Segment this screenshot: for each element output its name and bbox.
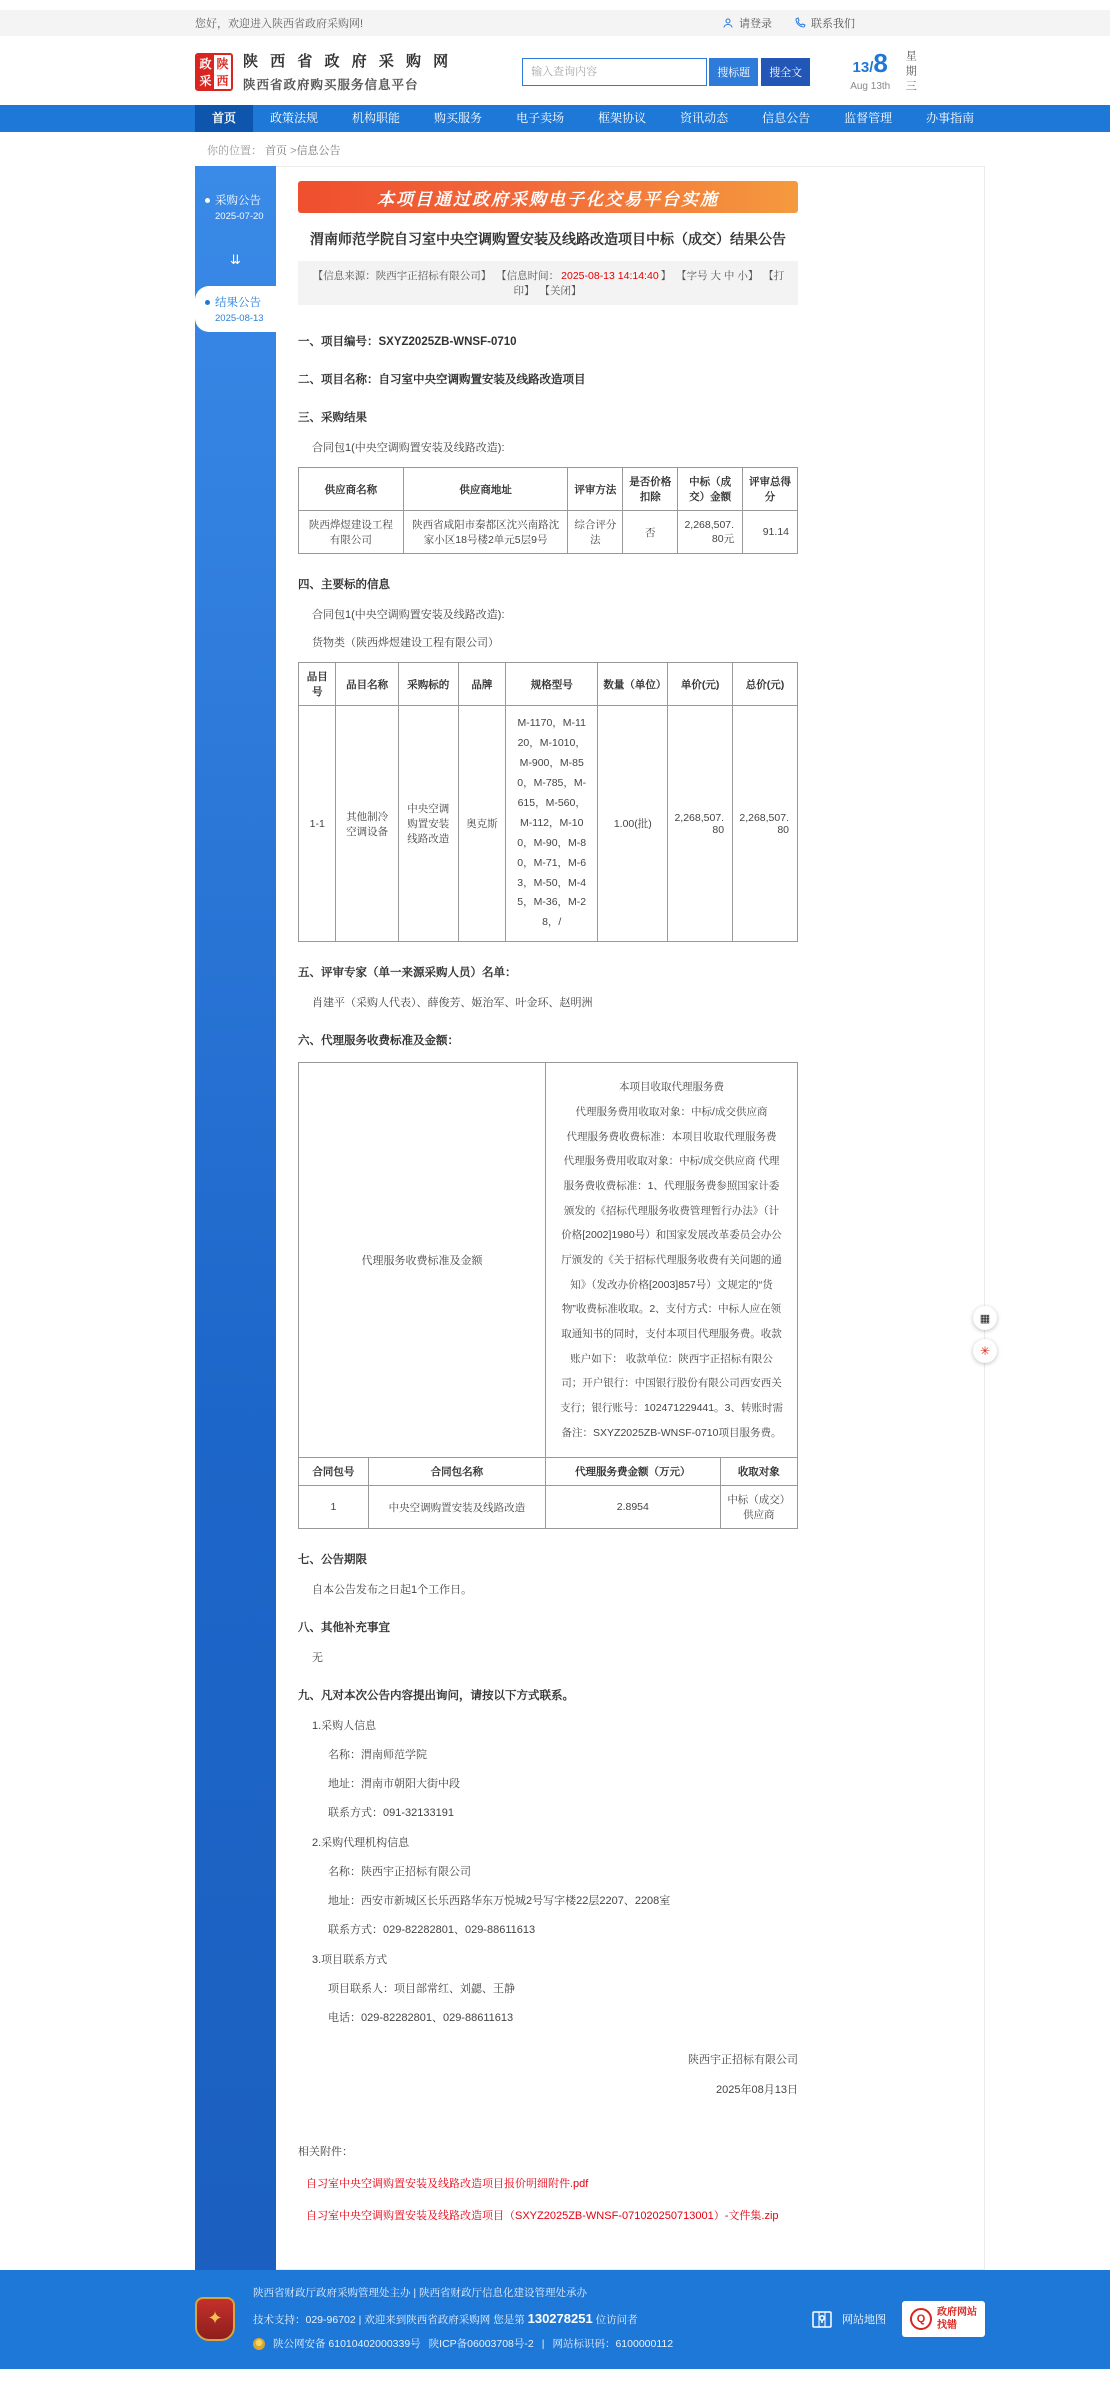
col-supplier-name: 供应商名称	[299, 468, 404, 511]
buyer-info-title: 1.采购人信息	[312, 1720, 377, 1733]
col-package-name: 合同包名称	[368, 1458, 545, 1486]
other-matters-body: 无	[312, 1652, 323, 1665]
nav-item-news[interactable]: 资讯动态	[680, 111, 729, 125]
section-other-matters: 八、其他补充事宜	[298, 1622, 390, 1635]
nav-item-framework[interactable]: 框架协议	[598, 111, 647, 125]
weekday-label: 星期三	[904, 50, 917, 95]
cell-award-amount: 2,268,507.80元	[678, 511, 743, 554]
nav-item-emall[interactable]: 电子卖场	[516, 111, 565, 125]
table-row	[299, 706, 798, 942]
cell-supplier-address: 陕西省咸阳市秦都区沈兴南路沈家小区18号楼2单元5层9号	[403, 511, 568, 554]
cell-quantity: 1.00(批)	[598, 706, 668, 942]
col-spec-model: 规格型号	[506, 663, 598, 706]
nav-item-supervision[interactable]: 监督管理	[844, 111, 893, 125]
float-button-top[interactable]	[973, 1306, 997, 1330]
footer-beian-line	[253, 2333, 673, 2356]
sitemap-link[interactable]	[810, 2307, 886, 2331]
agent-name: 名称：陕西宇正招标有限公司	[328, 1866, 471, 1879]
cell-item-no: 1-1	[299, 706, 336, 942]
cell-procurement-subject: 中央空调购置安装线路改造	[398, 706, 458, 942]
footer-support-prefix: 技术支持：029-96702 | 欢迎来到陕西省政府采购网 您是第	[253, 2313, 528, 2326]
search-title-button[interactable]: 搜标题	[709, 58, 758, 86]
expert-names: 肖建平（采购人代表）、薛俊芳、姬治军、叶金环、赵明洲	[312, 997, 593, 1010]
nav-item-purchase-service[interactable]: 购买服务	[434, 111, 483, 125]
agent-address: 地址：西安市新城区长乐西路华东万悦城2号写字楼22层2207、2208室	[328, 1895, 671, 1908]
col-package-no: 合同包号	[299, 1458, 369, 1486]
logo-char: 西	[214, 72, 231, 89]
logo-char: 陕	[214, 55, 231, 72]
magnifier-icon: Q	[910, 2308, 932, 2330]
buyer-name: 名称：渭南师范学院	[328, 1749, 427, 1762]
table-header-row	[299, 468, 798, 511]
fee-line-3: 代理服务费收费标准：本项目收取代理服务费 代理服务费用收取对象：中标/成交供应商 代理服务费收费标准：1、代理服务费参照国家计委颁发的《招标代理服务收费管理暂行办法》（计价格[2002]1980号）和国家发展改革委员会办公厅颁发的《关于招标代理服务收费有关问题的通知》（发改办价格[2003]857号）文规定的“货物”收费标准收取。2、支付方式：中标人应在领取通知书的同时，支付本项目代理服务费。收款账户如下： 收款单位：陕西宇正招标有限公司；开户银行：中国银行股份有限公司西安西关支行；银行账号：102471229441。3、转账时需备注：SXYZ2025ZB-WNSF-0710项目服务费。	[560, 1130, 783, 1439]
col-item-name: 品目名称	[336, 663, 398, 706]
double-down-arrow-icon: ⇊	[230, 252, 241, 267]
col-award-amount: 中标（成交）金额	[678, 468, 743, 511]
breadcrumb-current: 信息公告	[296, 145, 341, 157]
sidebar-item-date: 2025-07-20	[215, 211, 264, 222]
col-supplier-address: 供应商地址	[403, 468, 568, 511]
cell-fee-amount: 2.8954	[546, 1486, 721, 1529]
sidebar-item-label: 采购公告	[215, 195, 261, 207]
agent-info-title: 2.采购代理机构信息	[312, 1837, 410, 1850]
date-english: Aug 13th	[850, 81, 891, 92]
cell-spec-model: M-1170，M-1120，M-1010，M-900，M-850，M-785，M-615，M-560，M-112，M-100，M-90，M-80，M-71，M-63，M-50，M-45，M-36，M-28，/	[506, 706, 598, 942]
police-badge-icon	[253, 2338, 265, 2350]
section-main-subject-info: 四、主要标的信息	[298, 579, 390, 591]
section-notice-period: 七、公告期限	[298, 1554, 367, 1567]
login-label: 请登录	[739, 18, 772, 30]
signature-date: 2025年08月13日	[716, 2084, 798, 2097]
table-row	[299, 1486, 798, 1529]
category-line: 货物类（陕西烨煜建设工程有限公司）	[312, 637, 499, 649]
cell-review-method: 综合评分法	[568, 511, 623, 554]
site-title: 陕 西 省 政 府 采 购 网	[243, 53, 453, 70]
fee-line-2: 代理服务费用收取对象：中标/成交供应商	[575, 1105, 768, 1118]
table-row	[299, 511, 798, 554]
sidebar-item-procurement-notice[interactable]	[195, 184, 276, 230]
cell-total-price: 2,268,507.80	[733, 706, 798, 942]
footer-organizer-line: 陕西省财政厅政府采购管理处主办 | 陕西省财政厅信息化建设管理处承办	[253, 2287, 588, 2300]
site-header	[0, 36, 1110, 105]
col-brand: 品牌	[458, 663, 505, 706]
col-fee-target: 收取对象	[720, 1458, 797, 1486]
welcome-text: 您好，欢迎进入陕西省政府采购网!	[195, 18, 364, 30]
asterisk-icon: ✳	[979, 1344, 991, 1358]
logo-char: 采	[197, 72, 214, 89]
bottom-strip	[0, 2369, 1110, 2385]
sidebar	[195, 166, 276, 2270]
cell-total-score: 91.14	[743, 511, 798, 554]
nav-item-home[interactable]: 首页	[195, 105, 253, 132]
cell-price-deduction: 否	[623, 511, 678, 554]
main-nav	[0, 105, 1110, 132]
article-card	[276, 166, 985, 2270]
table-header-row	[299, 1458, 798, 1486]
contact-label: 联系我们	[811, 18, 855, 30]
login-link[interactable]	[722, 15, 772, 31]
col-total-score: 评审总得分	[743, 468, 798, 511]
cell-package-name: 中央空调购置安装及线路改造	[368, 1486, 545, 1529]
gov-badge-line1: 政府网站	[937, 2306, 977, 2318]
site-code: 网站标识码：6100000112	[552, 2337, 674, 2350]
attachment-pdf-link[interactable]: 自习室中央空调购置安装及线路改造项目报价明细附件.pdf	[306, 2178, 589, 2191]
col-price-deduction: 是否价格扣除	[623, 468, 678, 511]
package-line: 合同包1(中央空调购置安装及线路改造):	[312, 442, 505, 454]
site-logo	[195, 53, 233, 91]
sitemap-label: 网站地图	[842, 2313, 886, 2326]
nav-item-announcements[interactable]: 信息公告	[762, 111, 811, 125]
col-quantity: 数量（单位）	[598, 663, 668, 706]
project-telephone: 电话：029-82282801、029-88611613	[328, 2012, 514, 2025]
topbar	[0, 10, 1110, 36]
date-month: 8	[873, 48, 888, 78]
subject-table	[298, 662, 798, 942]
project-contact-title: 3.项目联系方式	[312, 1954, 388, 1967]
sidebar-item-result-notice[interactable]	[195, 286, 276, 332]
gov-error-badge[interactable]	[902, 2301, 985, 2337]
project-contact-persons: 项目联系人：项目部常红、刘勰、王静	[328, 1983, 515, 1996]
content-area	[195, 166, 991, 2270]
police-beian[interactable]: 陕公网安备 61010402000339号	[273, 2337, 421, 2350]
contact-link[interactable]	[794, 15, 855, 31]
nav-item-policy[interactable]: 政策法规	[270, 111, 319, 125]
map-icon	[810, 2307, 834, 2331]
buyer-address: 地址：渭南市朝阳大街中段	[328, 1778, 460, 1791]
meta-time-prefix: 【信息时间：	[496, 270, 560, 282]
beian-separator: |	[541, 2337, 545, 2350]
cell-package-no: 1	[299, 1486, 369, 1529]
section-agency-fee: 六、代理服务收费标准及金额：	[298, 1035, 459, 1048]
close-button[interactable]: 【关闭】	[539, 285, 582, 297]
user-icon	[722, 17, 734, 29]
print-button[interactable]: 【打印】	[513, 270, 785, 297]
fee-line-1: 本项目收取代理服务费	[619, 1081, 724, 1094]
section-contact: 九、凡对本次公告内容提出询问，请按以下方式联系。	[298, 1690, 574, 1703]
attachments-label: 相关附件：	[298, 2146, 353, 2159]
eplatform-banner	[298, 181, 798, 213]
footer-emblem-icon: ✦	[195, 2297, 235, 2341]
agency-fee-table	[298, 1062, 798, 1529]
col-total-price: 总价(元)	[733, 663, 798, 706]
phone-icon	[794, 17, 806, 29]
sidebar-item-date: 2025-08-13	[215, 313, 264, 324]
col-unit-price: 单价(元)	[668, 663, 733, 706]
col-fee-amount: 代理服务费金额（万元）	[546, 1458, 721, 1486]
table-header-row	[299, 663, 798, 706]
cell-brand: 奥克斯	[458, 706, 505, 942]
breadcrumb-home[interactable]: 首页	[265, 145, 288, 157]
gov-badge-line2: 找错	[937, 2319, 957, 2331]
float-button-bottom[interactable]	[973, 1339, 997, 1363]
package-line: 合同包1(中央空调购置安装及线路改造):	[312, 609, 505, 621]
bullet-icon	[205, 300, 210, 305]
section-project-number: 一、项目编号：SXYZ2025ZB-WNSF-0710	[298, 336, 517, 348]
col-review-method: 评审方法	[568, 468, 623, 511]
floating-toolbar	[973, 1306, 997, 1363]
attachment-zip-link[interactable]: 自习室中央空调购置安装及线路改造项目（SXYZ2025ZB-WNSF-071020250713001）-文件集.zip	[306, 2210, 779, 2223]
footer-support-line	[253, 2305, 673, 2333]
col-procurement-subject: 采购标的	[398, 663, 458, 706]
cell-unit-price: 2,268,507.80	[668, 706, 733, 942]
logo-char: 政	[197, 55, 214, 72]
fee-standard-text	[546, 1063, 798, 1458]
date-widget	[850, 48, 950, 95]
article-meta-bar	[298, 261, 798, 305]
site-subtitle: 陕西省政府购买服务信息平台	[243, 78, 419, 92]
fee-standard-label: 代理服务收费标准及金额	[299, 1063, 546, 1458]
search-fulltext-button[interactable]: 搜全文	[761, 58, 810, 86]
article-title: 渭南师范学院自习室中央空调购置安装及线路改造项目中标（成交）结果公告	[310, 231, 786, 247]
breadcrumb-separator: >	[290, 145, 297, 157]
meta-time-value: 2025-08-13 14:14:40	[561, 270, 659, 282]
date-day: 13/	[852, 59, 874, 76]
nav-item-guide[interactable]: 办事指南	[926, 111, 975, 125]
qr-grid-icon: ▦	[979, 1312, 991, 1325]
nav-item-functions[interactable]: 机构职能	[352, 111, 401, 125]
cell-item-name: 其他制冷空调设备	[336, 706, 398, 942]
result-table	[298, 467, 798, 554]
buyer-telephone: 联系方式：091-32133191	[328, 1807, 454, 1820]
col-item-no: 品目号	[299, 663, 336, 706]
meta-time-suffix: 】	[660, 270, 672, 282]
bullet-icon	[205, 198, 210, 203]
signature-company: 陕西宇正招标有限公司	[688, 2054, 798, 2067]
footer-support-suffix: 位访问者	[592, 2313, 638, 2326]
icp-beian[interactable]: 陕ICP备06003708号-2	[428, 2337, 534, 2350]
notice-period-body: 自本公告发布之日起1个工作日。	[312, 1584, 473, 1597]
banner-text: 本项目通过政府采购电子化交易平台实施	[377, 189, 719, 209]
search-input[interactable]	[522, 58, 707, 86]
section-procurement-result: 三、采购结果	[298, 412, 367, 424]
cell-fee-target: 中标（成交）供应商	[720, 1486, 797, 1529]
breadcrumb	[195, 132, 985, 166]
section-project-name: 二、项目名称：自习室中央空调购置安装及线路改造项目	[298, 374, 586, 386]
breadcrumb-label: 你的位置：	[207, 145, 262, 157]
sidebar-item-label: 结果公告	[215, 297, 261, 309]
cell-supplier-name: 陕西烨煜建设工程有限公司	[299, 511, 404, 554]
attachments-section	[298, 2143, 798, 2223]
fee-standard-row	[299, 1063, 798, 1458]
font-size-control[interactable]: 【字号 大 中 小】	[676, 270, 759, 282]
visitor-count: 130278251	[527, 2310, 593, 2326]
signature-block	[298, 2051, 798, 2097]
meta-source: 【信息来源：陕西宇正招标有限公司】	[312, 270, 492, 282]
site-footer	[0, 2270, 1110, 2369]
agent-telephone: 联系方式：029-82282801、029-88611613	[328, 1924, 536, 1937]
section-experts: 五、评审专家（单一来源采购人员）名单：	[298, 967, 517, 980]
